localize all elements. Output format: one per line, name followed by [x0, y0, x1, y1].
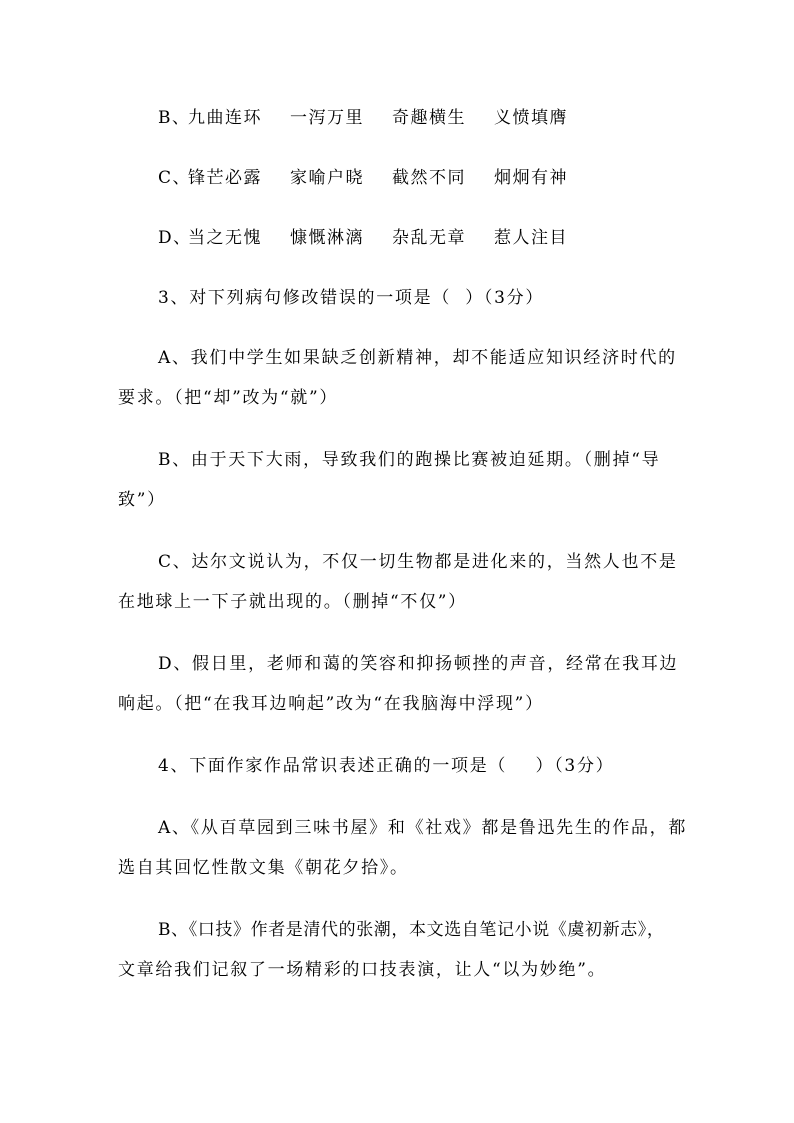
- option-label: B、: [158, 108, 191, 128]
- question-4-stem: 4、下面作家作品常识表述正确的一项是（ ）（3分）: [158, 756, 615, 776]
- q3-option-b: B、由于天下大雨，导致我们的跑操比赛被迫延期。（删掉“导: [158, 450, 661, 470]
- q3-option-c: C、达尔文说认为，不仅一切生物都是进化来的，当然人也不是: [158, 552, 678, 572]
- idiom: 奇趣横生: [392, 108, 466, 128]
- q4-option-b-cont: 文章给我们记叙了一场精彩的口技表演，让人“以为妙绝”。: [118, 960, 607, 980]
- q3-option-b-cont: 致”）: [118, 490, 166, 510]
- idiom: 一泻万里: [290, 108, 364, 128]
- idiom: 截然不同: [392, 168, 466, 188]
- idiom: 当之无愧: [188, 228, 262, 248]
- idiom: 惹人注目: [494, 228, 568, 248]
- q2-option-b: [0, 108, 794, 128]
- question-3-stem: 3、对下列病句修改错误的一项是（ ）（3分）: [158, 288, 545, 308]
- idiom: 九曲连环: [188, 108, 262, 128]
- q3-option-a-cont: 要求。（把“却”改为“就”）: [118, 388, 339, 408]
- option-label: D、: [158, 228, 192, 248]
- option-label: C、: [158, 168, 192, 188]
- q3-option-c-cont: 在地球上一下子就出现的。（删掉“不仅”）: [118, 592, 467, 612]
- idiom: 家喻户晓: [290, 168, 364, 188]
- q4-option-b: B、《口技》作者是清代的张潮，本文选自笔记小说《虞初新志》，: [158, 920, 665, 940]
- idiom: 炯炯有神: [494, 168, 568, 188]
- idiom: 锋芒必露: [188, 168, 262, 188]
- q4-option-a-cont: 选自其回忆性散文集《朝花夕拾》。: [118, 858, 409, 878]
- q3-option-a: A、我们中学生如果缺乏创新精神，却不能适应知识经济时代的: [158, 348, 677, 368]
- q2-option-c: [0, 168, 794, 188]
- q2-option-d: [0, 228, 794, 248]
- idiom: 义愤填膺: [494, 108, 568, 128]
- idiom: 杂乱无章: [392, 228, 466, 248]
- q3-option-d: D、假日里，老师和蔼的笑容和抑扬顿挫的声音，经常在我耳边: [158, 654, 679, 674]
- q3-option-d-cont: 响起。（把“在我耳边响起”改为“在我脑海中浮现”）: [118, 694, 544, 714]
- q4-option-a: A、《从百草园到三味书屋》和《社戏》都是鲁迅先生的作品，都: [158, 818, 688, 838]
- idiom: 慷慨淋漓: [290, 228, 364, 248]
